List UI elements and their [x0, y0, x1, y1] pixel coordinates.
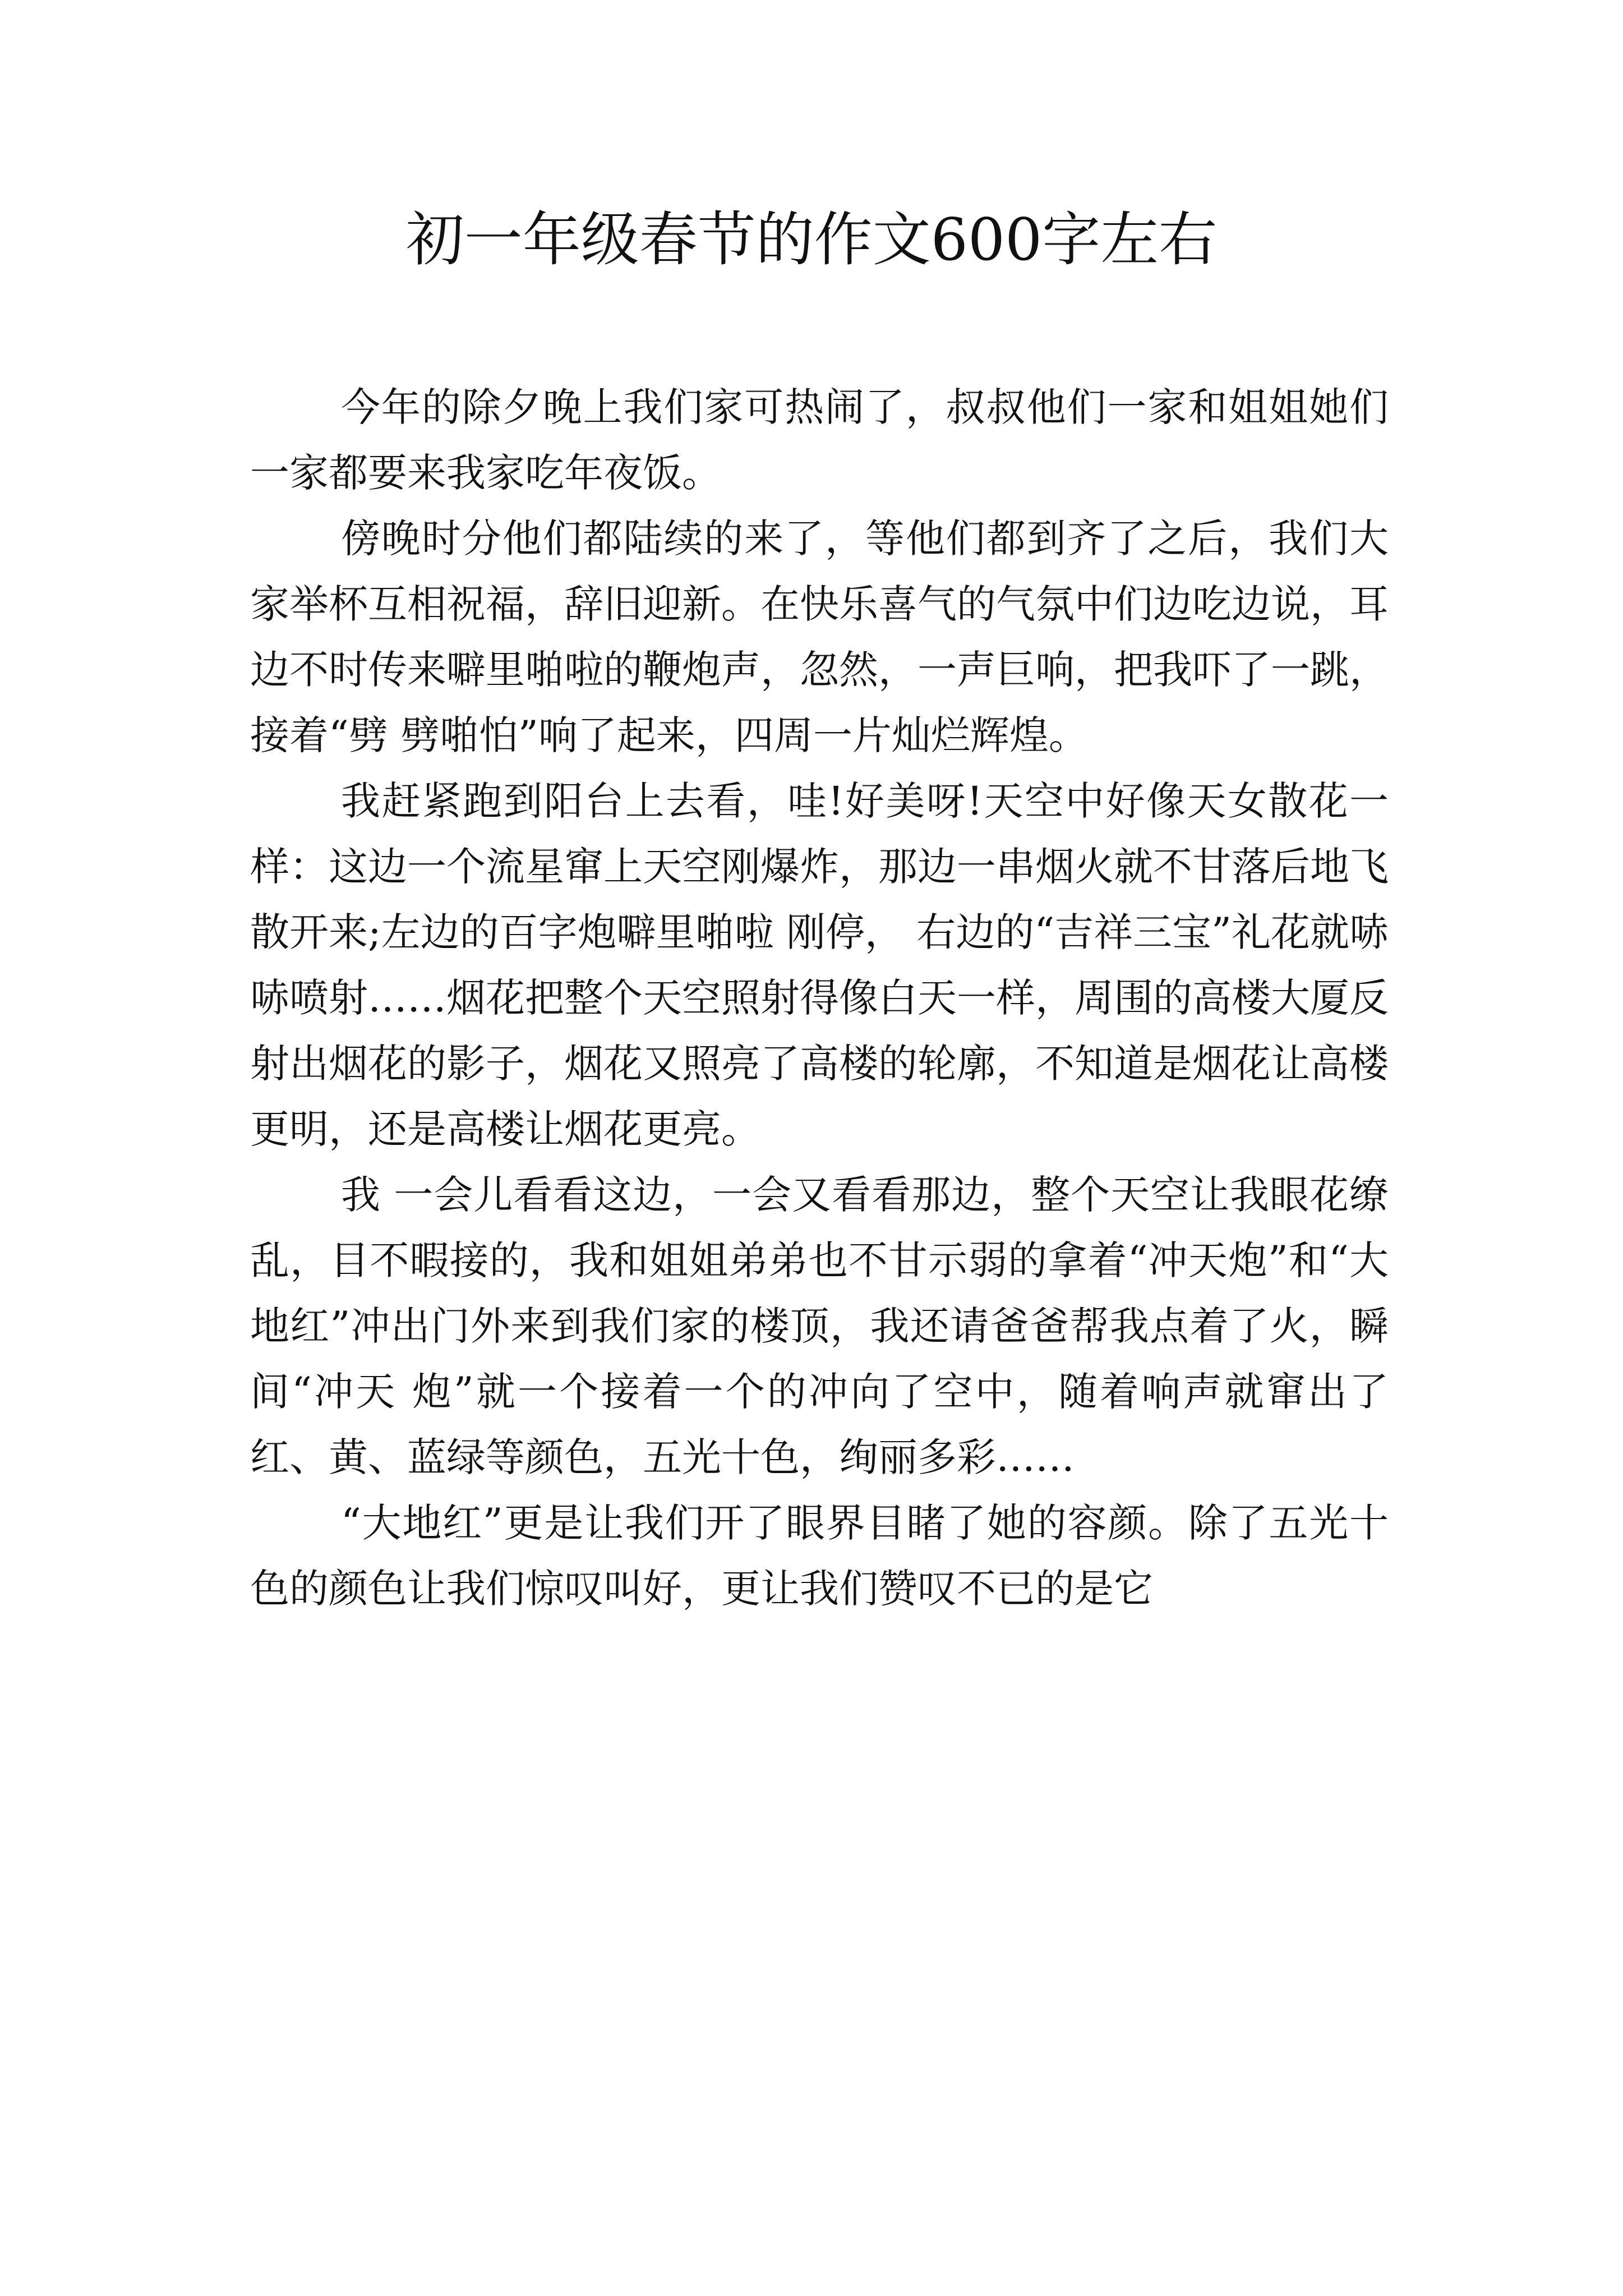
paragraph: 傍晚时分他们都陆续的来了，等他们都到齐了之后，我们大家举杯互相祝福，辞旧迎新。在快乐喜气的气氛中们边吃边说，耳边不时传来噼里啪啦的鞭炮声，忽然，一声巨响，把我吓了一跳，接着“劈 劈啪怕”响了起来，四周一片灿烂辉煌。 — [250, 516, 1389, 758]
paragraph: 我赶紧跑到阳台上去看，哇!好美呀!天空中好像天女散花一样：这边一个流星窜上天空刚爆炸，那边一串烟火就不甘落后地飞散开来;左边的百字炮噼里啪啦 刚停， 右边的“吉祥三宝”礼花就哧哧喷射……烟花把整个天空照射得像白天一样，周围的高楼大厦反射出烟花的影子，烟花又照亮了高楼的轮廓，不知道是烟花让高楼更明，还是高楼让烟花更亮。 — [250, 778, 1389, 1152]
paragraph: “大地红”更是让我们开了眼界目睹了她的容颜。除了五光十色的颜色让我们惊叹叫好，更让我们赞叹不已的是它 — [250, 1500, 1389, 1612]
document-title: 初一年级春节的作文600字左右 — [405, 205, 1218, 274]
paragraph: 我 一会儿看看这边，一会又看看那边，整个天空让我眼花缭乱，目不暇接的，我和姐姐弟弟也不甘示弱的拿着“冲天炮”和“大地红”冲出门外来到我们家的楼顶，我还请爸爸帮我点着了火，瞬间“冲天 炮”就一个接着一个的冲向了空中，随着响声就窜出了红、黄、蓝绿等颜色，五光十色，绚丽多彩…… — [250, 1172, 1389, 1480]
document-body — [250, 375, 1389, 1622]
paragraph: 今年的除夕晚上我们家可热闹了，叔叔他们一家和姐姐她们一家都要来我家吃年夜饭。 — [250, 384, 1389, 496]
